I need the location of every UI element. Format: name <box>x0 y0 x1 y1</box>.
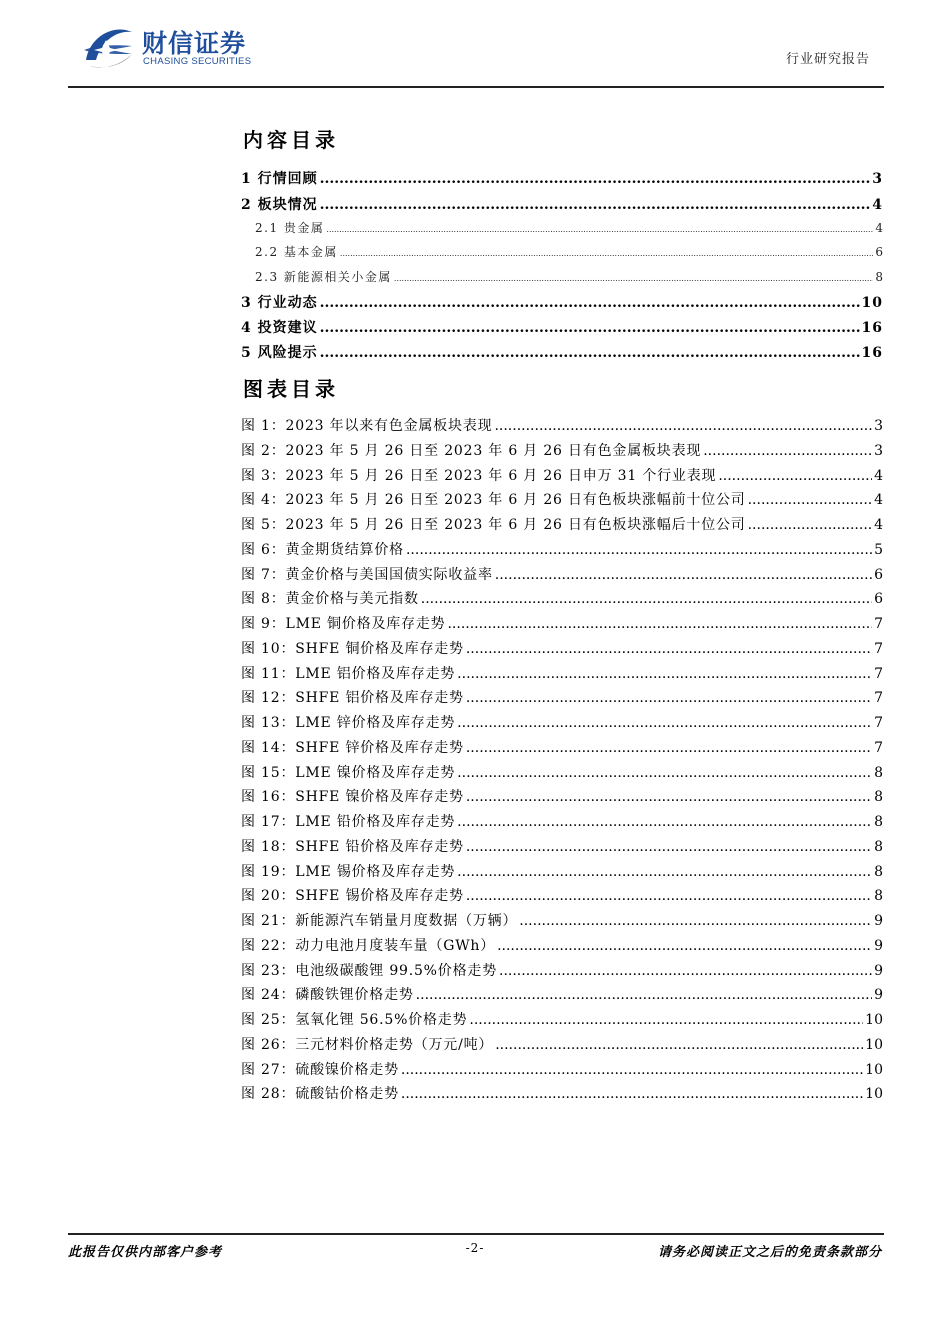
figure-entry-page: 4 <box>874 492 883 509</box>
logo-mark-icon <box>80 20 136 72</box>
leader-dots <box>466 641 872 657</box>
toc-entry-label: 5 风险提示 <box>241 345 318 361</box>
figure-entry[interactable] <box>241 811 883 831</box>
report-type: 行业研究报告 <box>785 52 870 67</box>
toc-entry-label: 4 投资建议 <box>241 320 318 336</box>
figure-entry-page: 9 <box>874 913 883 929</box>
figure-entry[interactable] <box>241 1083 883 1103</box>
figure-entry[interactable] <box>241 1009 883 1029</box>
figure-entry-label: 图 19：LME 锡价格及库存走势 <box>241 863 456 880</box>
figure-entry[interactable] <box>241 613 883 633</box>
figure-entry-page: 4 <box>874 467 883 484</box>
leader-dots <box>447 616 872 632</box>
toc-entry[interactable] <box>241 317 883 337</box>
figure-entry-label: 图 7：黄金价格与美国国债实际收益率 <box>241 566 493 583</box>
toc-entry-page: 16 <box>861 320 883 336</box>
leader-dots <box>326 225 873 234</box>
toc-entry-page: 3 <box>872 171 883 187</box>
leader-dots <box>466 839 872 855</box>
toc-entry[interactable] <box>241 342 883 362</box>
figure-entry-label: 图 4：2023 年 5 月 26 日至 2023 年 6 月 26 日有色板块涨幅前十位公司 <box>241 492 746 509</box>
leader-dots <box>748 492 872 508</box>
figure-entry-page: 6 <box>874 566 883 583</box>
figure-entry-label: 图 13：LME 锌价格及库存走势 <box>241 715 456 731</box>
figure-entry-page: 8 <box>874 863 883 880</box>
footer-disclaimer-left: 此报告仅供内部客户参考 <box>68 1245 223 1260</box>
figure-entry[interactable] <box>241 1034 883 1054</box>
figure-entry[interactable] <box>241 910 883 930</box>
figure-entry[interactable] <box>241 960 883 980</box>
toc-entry-page: 8 <box>875 270 883 284</box>
figure-entry[interactable] <box>241 737 883 757</box>
figure-entry-page: 5 <box>874 541 883 558</box>
figure-entry[interactable] <box>241 1059 883 1079</box>
toc-entry-label: 2.1 贵金属 <box>255 221 325 235</box>
toc-entry-page: 16 <box>861 345 883 361</box>
figure-entry-page: 6 <box>874 591 883 608</box>
figure-entry-page: 8 <box>874 814 883 830</box>
leader-dots <box>320 171 871 187</box>
leader-dots <box>499 963 872 979</box>
figure-entry-label: 图 24：磷酸铁锂价格走势 <box>241 987 414 1004</box>
figure-entry[interactable] <box>241 539 883 559</box>
figure-entry-page: 8 <box>874 789 883 806</box>
figure-entry-label: 图 15：LME 镍价格及库存走势 <box>241 764 456 781</box>
figure-entry-page: 3 <box>874 442 883 459</box>
figure-entry-page: 9 <box>874 937 883 954</box>
figure-entry-label: 图 16：SHFE 镍价格及库存走势 <box>241 789 464 806</box>
leader-dots <box>406 542 872 558</box>
figures-title: 图表目录 <box>243 377 339 401</box>
figure-entry-page: 10 <box>865 1061 883 1078</box>
figure-entry[interactable] <box>241 687 883 707</box>
leader-dots <box>457 765 872 781</box>
leader-dots <box>457 864 872 880</box>
leader-dots <box>416 987 872 1003</box>
figure-entry[interactable] <box>241 786 883 806</box>
figure-entry-page: 7 <box>874 715 883 731</box>
leader-dots <box>466 690 872 706</box>
header-divider <box>68 86 884 88</box>
figure-entry[interactable] <box>241 984 883 1004</box>
figure-entry-page: 10 <box>865 1012 883 1028</box>
figure-entry-page: 9 <box>874 987 883 1004</box>
toc-entry[interactable] <box>241 194 883 214</box>
figure-entry-label: 图 17：LME 铅价格及库存走势 <box>241 814 456 830</box>
leader-dots <box>519 913 872 929</box>
figure-entry[interactable] <box>241 935 883 955</box>
leader-dots <box>401 1086 863 1102</box>
figure-entry-page: 7 <box>874 616 883 632</box>
figure-entry[interactable] <box>241 514 883 534</box>
figure-entry[interactable] <box>241 885 883 905</box>
figure-entry-label: 图 27：硫酸镍价格走势 <box>241 1061 399 1078</box>
figure-entry-label: 图 25：氢氧化锂 56.5%价格走势 <box>241 1012 468 1028</box>
company-logo <box>80 20 270 74</box>
leader-dots <box>457 814 872 830</box>
leader-dots <box>718 468 872 484</box>
figure-entry-page: 10 <box>865 1086 883 1103</box>
page-number: -2- <box>465 1241 485 1255</box>
toc-title: 内容目录 <box>243 128 339 152</box>
leader-dots <box>495 567 872 583</box>
figure-entry-label: 图 5：2023 年 5 月 26 日至 2023 年 6 月 26 日有色板块涨幅后十位公司 <box>241 517 746 533</box>
footer-divider <box>68 1233 884 1235</box>
footer-disclaimer-right: 请务必阅读正文之后的免责条款部分 <box>657 1245 882 1260</box>
toc-entry-label: 3 行业动态 <box>241 295 318 311</box>
toc-subentry[interactable] <box>255 243 883 260</box>
toc-entry[interactable] <box>241 168 883 188</box>
figure-entry[interactable] <box>241 465 883 485</box>
leader-dots <box>421 591 872 607</box>
toc-subentry[interactable] <box>255 268 883 285</box>
figure-entry-page: 7 <box>874 640 883 657</box>
figure-entry[interactable] <box>241 638 883 658</box>
figure-entry-page: 8 <box>874 764 883 781</box>
toc-entry[interactable] <box>241 292 883 312</box>
leader-dots <box>401 1062 863 1078</box>
figure-entry-page: 9 <box>874 962 883 979</box>
leader-dots <box>469 1012 863 1028</box>
figure-entry-label: 图 6：黄金期货结算价格 <box>241 541 404 558</box>
toc-entry-page: 6 <box>875 245 883 259</box>
figure-entry[interactable] <box>241 415 883 435</box>
figure-entry[interactable] <box>241 712 883 732</box>
leader-dots <box>320 320 860 336</box>
figure-entry[interactable] <box>241 762 883 782</box>
figure-entry-page: 3 <box>874 418 883 434</box>
figure-entry[interactable] <box>241 836 883 856</box>
figure-entry-label: 图 23：电池级碳酸锂 99.5%价格走势 <box>241 962 497 979</box>
leader-dots <box>497 938 872 954</box>
figure-entry-page: 4 <box>874 517 883 533</box>
figure-entry-page: 8 <box>874 888 883 905</box>
leader-dots <box>748 517 872 533</box>
leader-dots <box>457 715 872 731</box>
figure-entry-label: 图 18：SHFE 铅价格及库存走势 <box>241 838 464 855</box>
figure-entry[interactable] <box>241 440 883 460</box>
toc-entry-label: 2.2 基本金属 <box>255 245 338 259</box>
leader-dots <box>466 789 872 805</box>
logo-chinese-name: 财信证券 <box>142 29 247 58</box>
figure-entry[interactable] <box>241 663 883 683</box>
figure-entry[interactable] <box>241 489 883 509</box>
leader-dots <box>466 888 872 904</box>
figure-entry-label: 图 12：SHFE 铝价格及库存走势 <box>241 690 464 707</box>
leader-dots <box>394 274 873 283</box>
figure-entry-label: 图 8：黄金价格与美元指数 <box>241 591 419 608</box>
toc-entry-page: 4 <box>872 197 883 213</box>
figure-entry-label: 图 10：SHFE 铜价格及库存走势 <box>241 640 464 657</box>
figure-entry-label: 图 1：2023 年以来有色金属板块表现 <box>241 418 493 434</box>
figure-entry[interactable] <box>241 588 883 608</box>
figure-entry-label: 图 28：硫酸钴价格走势 <box>241 1086 399 1103</box>
leader-dots <box>495 1037 863 1053</box>
leader-dots <box>320 295 860 311</box>
figure-entry-label: 图 22：动力电池月度装车量（GWh） <box>241 937 496 954</box>
leader-dots <box>703 443 872 459</box>
leader-dots <box>466 740 872 756</box>
leader-dots <box>320 345 860 361</box>
figure-entry-label: 图 20：SHFE 锡价格及库存走势 <box>241 888 464 905</box>
figure-entry-label: 图 2：2023 年 5 月 26 日至 2023 年 6 月 26 日有色金属板块表现 <box>241 442 702 459</box>
figure-entry-page: 8 <box>874 838 883 855</box>
page-header <box>68 16 884 86</box>
toc-entry-page: 4 <box>875 221 883 235</box>
leader-dots <box>457 666 872 682</box>
figure-entry-label: 图 26：三元材料价格走势（万元/吨） <box>241 1036 494 1053</box>
figure-entry-label: 图 14：SHFE 锌价格及库存走势 <box>241 739 464 756</box>
figure-entry-page: 7 <box>874 665 883 682</box>
figure-entry-label: 图 11：LME 铝价格及库存走势 <box>241 665 456 682</box>
figure-entry-label: 图 21：新能源汽车销量月度数据（万辆） <box>241 913 518 929</box>
toc-entry-label: 2.3 新能源相关小金属 <box>255 270 392 284</box>
leader-dots <box>494 418 872 434</box>
figure-entry[interactable] <box>241 564 883 584</box>
toc-entry-page: 10 <box>861 295 883 311</box>
figure-entry-page: 10 <box>865 1036 883 1053</box>
figure-entry[interactable] <box>241 861 883 881</box>
figure-entry-label: 图 9：LME 铜价格及库存走势 <box>241 616 446 632</box>
toc-entry-label: 1 行情回顾 <box>241 171 318 187</box>
figure-entry-page: 7 <box>874 739 883 756</box>
leader-dots <box>320 197 871 213</box>
logo-english-name: CHASING SECURITIES <box>143 56 252 67</box>
toc-subentry[interactable] <box>255 219 883 236</box>
toc-entry-label: 2 板块情况 <box>241 197 318 213</box>
figure-entry-page: 7 <box>874 690 883 707</box>
figure-entry-label: 图 3：2023 年 5 月 26 日至 2023 年 6 月 26 日申万 31 个行业表现 <box>241 467 717 484</box>
leader-dots <box>340 249 873 258</box>
